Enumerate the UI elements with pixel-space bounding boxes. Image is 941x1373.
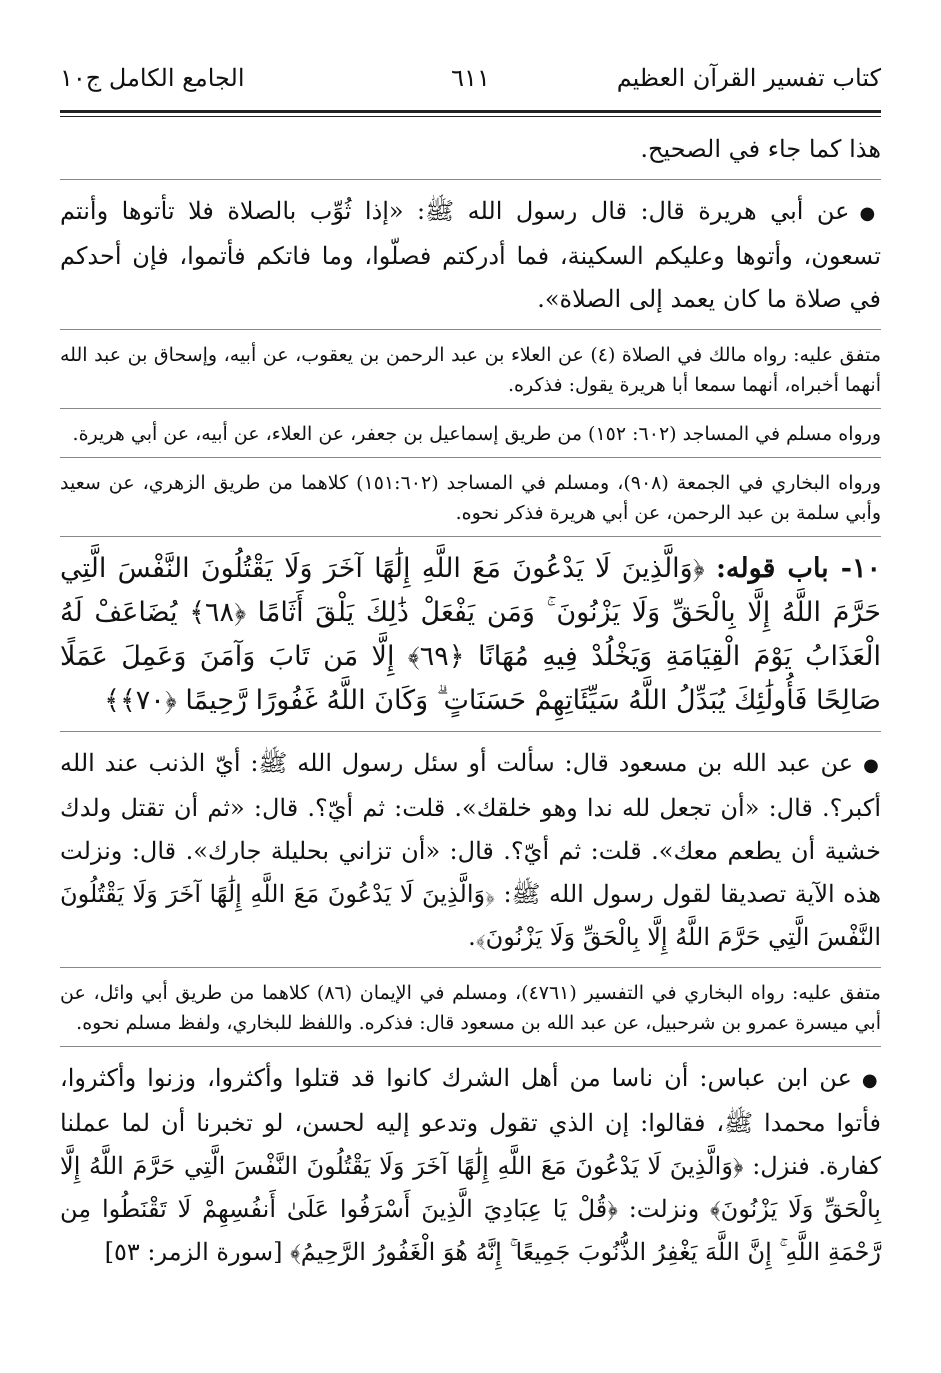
- header-rule-thick: [60, 110, 881, 113]
- section-divider: [60, 1046, 881, 1047]
- running-header: [60, 58, 881, 102]
- section-divider: [60, 536, 881, 537]
- takhrij-note: ورواه البخاري في الجمعة (٩٠٨)، ومسلم في المساجد (١٥١:٦٠٢) كلاهما من طريق الزهري، عن سعيد وأبي سلمة بن عبد الرحمن، عن أبي هريرة فذكر نحوه.: [60, 472, 882, 524]
- book-page: [60, 0, 881, 1373]
- section-divider: [60, 967, 881, 968]
- header-rule-thin: [60, 116, 881, 117]
- volume-label: الجامع الكامل ج١٠: [60, 64, 245, 92]
- chapter-heading-verse: [60, 547, 881, 723]
- page-number: ٦١١: [451, 64, 490, 92]
- section-divider: [60, 457, 881, 458]
- quran-verse: ﴿وَالَّذِينَ لَا يَدْعُونَ مَعَ اللَّهِ إِلَٰهًا آخَرَ وَلَا يَقْتُلُونَ النَّفْسَ الَّتِي حَرَّمَ اللَّهُ إِلَّا بِالْحَقِّ وَلَا يَزْنُونَ ۚ وَمَن يَفْعَلْ ذَٰلِكَ يَلْقَ أَثَامًا ﴿٦٨﴾ يُضَاعَفْ لَهُ الْعَذَابُ يَوْمَ الْقِيَامَةِ وَيَخْلُدْ فِيهِ مُهَانًا ﴿٦٩﴾ إِلَّا مَن تَابَ وَآمَنَ وَعَمِلَ عَمَلًا صَالِحًا فَأُولَٰئِكَ يُبَدِّلُ اللَّهُ سَيِّئَاتِهِمْ حَسَنَاتٍ ۗ وَكَانَ اللَّهُ غَفُورًا رَّحِيمًا ﴿٧٠﴾﴾: [60, 553, 881, 716]
- takhrij-note: ورواه مسلم في المساجد (٦٠٢: ١٥٢) من طريق إسماعيل بن جعفر، عن العلاء، عن أبيه، عن أبي هريرة.: [72, 423, 881, 445]
- page-content: [60, 128, 881, 1274]
- paragraph: هذا كما جاء في الصحيح.: [640, 135, 881, 163]
- section-divider: [60, 408, 881, 409]
- hadith-paragraph: ●عن عبد الله بن مسعود قال: سألت أو سئل رسول الله ﷺ: أيّ الذنب عند الله أكبر؟. قال: «أن تجعل لله ندا وهو خلقك». قلت: ثم أيّ؟. قال: «ثم أن تقتل ولدك خشية أن يطعم معك». قلت: ثم أيّ؟. قال: «أن تزاني بحليلة جارك». قال: ونزلت هذه الآية تصديقا لقول رسول الله ﷺ: ﴿وَالَّذِينَ لَا يَدْعُونَ مَعَ اللَّهِ إِلَٰهًا آخَرَ وَلَا يَقْتُلُونَ النَّفْسَ الَّتِي حَرَّمَ اللَّهُ إِلَّا بِالْحَقِّ وَلَا يَزْنُونَ﴾.: [60, 749, 881, 951]
- hadith-paragraph: ●عن ابن عباس: أن ناسا من أهل الشرك كانوا قد قتلوا وأكثروا، وزنوا وأكثروا، فأتوا محمدا ﷺ، فقالوا: إن الذي تقول وتدعو إليه لحسن، لو تخبرنا أن لما عملنا كفارة. فنزل: ﴿وَالَّذِينَ لَا يَدْعُونَ مَعَ اللَّهِ إِلَٰهًا آخَرَ وَلَا يَقْتُلُونَ النَّفْسَ الَّتِي حَرَّمَ اللَّهُ إِلَّا بِالْحَقِّ وَلَا يَزْنُونَ﴾ ونزلت: ﴿قُلْ يَا عِبَادِيَ الَّذِينَ أَسْرَفُوا عَلَىٰ أَنفُسِهِمْ لَا تَقْنَطُوا مِن رَّحْمَةِ اللَّهِ ۚ إِنَّ اللَّهَ يَغْفِرُ الذُّنُوبَ جَمِيعًا ۚ إِنَّهُ هُوَ الْغَفُورُ الرَّحِيمُ﴾ [سورة الزمر: ٥٣]: [60, 1064, 881, 1266]
- section-divider: [60, 179, 881, 180]
- bullet-icon: ●: [863, 755, 881, 776]
- book-title: كتاب تفسير القرآن العظيم: [616, 64, 881, 92]
- chapter-heading: ١٠- باب قوله:: [715, 553, 881, 584]
- bullet-icon: ●: [861, 1070, 881, 1091]
- bullet-icon: ●: [859, 203, 881, 224]
- hadith-paragraph: ●عن أبي هريرة قال: قال رسول الله ﷺ: «إذا ثُوِّب بالصلاة فلا تأتوها وأنتم تسعون، وأتوها وعليكم السكينة، فما أدركتم فصلّوا، وما فاتكم فأتموا، فإن أحدكم في صلاة ما كان يعمد إلى الصلاة».: [60, 197, 881, 313]
- section-divider: [60, 731, 881, 732]
- takhrij-note: متفق عليه: رواه مالك في الصلاة (٤) عن العلاء بن عبد الرحمن بن يعقوب، عن أبيه، وإسحاق بن عبد الله أنهما أخبراه، أنهما سمعا أبا هريرة يقول: فذكره.: [60, 344, 881, 396]
- section-divider: [60, 329, 881, 330]
- takhrij-note: متفق عليه: رواه البخاري في التفسير (٤٧٦١)، ومسلم في الإيمان (٨٦) كلاهما من طريق أبي وائل، عن أبي ميسرة عمرو بن شرحبيل، عن عبد الله بن مسعود قال: فذكره. واللفظ للبخاري، ولفظ مسلم نحوه.: [60, 982, 881, 1034]
